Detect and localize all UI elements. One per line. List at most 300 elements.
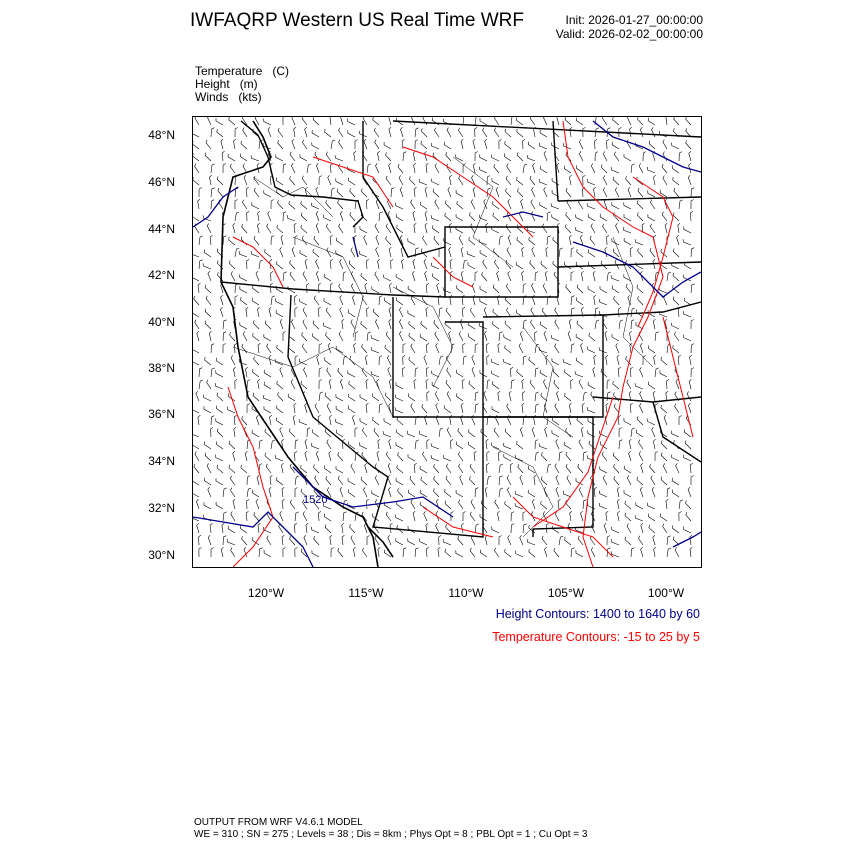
wind-barb: [648, 419, 656, 425]
wind-barb: [511, 512, 514, 521]
wind-barb: [690, 355, 692, 365]
wind-barb: [637, 417, 643, 426]
wind-barb: [439, 308, 442, 317]
wind-barb: [324, 298, 331, 305]
wind-barb: [641, 547, 643, 557]
wind-barb: [295, 476, 299, 485]
wind-barb: [456, 370, 463, 377]
wind-barb: [434, 476, 439, 485]
wind-barb: [289, 345, 295, 353]
wind-barb: [470, 476, 476, 485]
wind-barb: [223, 332, 226, 341]
wind-barb: [205, 153, 211, 161]
wind-barb: [243, 331, 247, 341]
wind-barb: [497, 511, 499, 521]
wind-barb: [593, 367, 595, 377]
wind-barb: [329, 451, 331, 461]
lat-label: 30°N: [148, 548, 175, 562]
wind-barb: [486, 223, 488, 233]
wind-barb: [654, 355, 656, 365]
wind-barb: [386, 152, 392, 161]
wind-barb: [216, 455, 224, 461]
wind-barb: [221, 547, 223, 557]
wind-barb: [486, 439, 488, 449]
wind-barb: [588, 250, 595, 258]
wind-barb: [254, 512, 259, 521]
wind-barb: [435, 391, 439, 401]
wind-barb: [269, 355, 271, 365]
wind-barb: [340, 487, 343, 497]
wind-barb: [604, 523, 607, 533]
footer-model: OUTPUT FROM WRF V4.6.1 MODEL: [194, 817, 363, 828]
wind-barb: [401, 127, 404, 137]
wind-barb: [471, 224, 475, 233]
wind-barb: [485, 331, 488, 341]
wind-barb: [326, 224, 331, 233]
wind-barb: [259, 440, 263, 449]
wind-barb: [211, 188, 215, 197]
wind-barb: [581, 343, 583, 353]
wind-barb: [504, 334, 511, 341]
wind-barb: [516, 551, 524, 557]
wind-barb: [617, 511, 619, 521]
wind-barb: [199, 188, 202, 198]
wind-barb: [439, 356, 443, 365]
wind-barb: [518, 464, 523, 473]
wind-barb: [653, 175, 655, 185]
wind-barb: [555, 320, 559, 329]
wind-barb: [473, 163, 475, 173]
wind-barb: [253, 320, 259, 329]
wind-barb: [650, 248, 655, 257]
wind-barb: [282, 499, 284, 509]
wind-barb: [280, 319, 283, 329]
wind-barb: [683, 311, 691, 317]
wind-barb: [295, 295, 297, 305]
wind-barb: [208, 487, 211, 497]
wind-barb: [253, 285, 259, 293]
wind-barb: [257, 475, 259, 485]
wind-barb: [396, 395, 404, 401]
wind-barb: [481, 429, 487, 437]
wind-barb: [386, 332, 391, 341]
wind-barb: [492, 406, 499, 413]
wind-barb: [291, 319, 295, 329]
wind-barb: [530, 176, 535, 185]
wind-barb: [205, 357, 211, 365]
wind-barb: [258, 343, 260, 353]
wind-barb: [475, 127, 478, 137]
wind-barb: [302, 332, 307, 341]
wind-barb: [691, 188, 694, 197]
wind-barb: [617, 487, 619, 497]
wind-barb: [445, 201, 451, 210]
wind-barb: [229, 237, 235, 245]
wind-barb: [651, 476, 655, 486]
wind-barb: [253, 333, 259, 341]
wind-barb: [208, 271, 211, 281]
wind-barb: [579, 440, 583, 450]
wind-barb: [558, 499, 560, 509]
wind-barb: [326, 308, 331, 317]
wind-barb: [624, 202, 631, 209]
wind-barb: [403, 344, 406, 354]
wind-barb: [403, 152, 406, 161]
wind-barb: [459, 464, 464, 473]
wind-barb: [497, 271, 499, 281]
wind-barb: [523, 356, 526, 365]
wind-barb: [413, 151, 415, 161]
wind-barb: [435, 332, 439, 341]
wind-barb: [375, 224, 379, 234]
wind-barb: [384, 418, 391, 425]
wind-barb: [624, 214, 631, 221]
height-contour-label: 1520: [303, 494, 328, 506]
wind-barb: [655, 368, 659, 377]
wind-barb: [239, 251, 247, 257]
wind-barb: [216, 478, 223, 485]
wind-barb: [583, 175, 586, 185]
wind-barb: [318, 283, 320, 293]
wind-barb: [528, 490, 535, 497]
wind-barb: [361, 477, 367, 485]
wind-barb: [616, 223, 620, 233]
wind-barb: [611, 527, 619, 533]
wind-barb: [678, 223, 680, 233]
wind-barb: [270, 283, 272, 293]
wind-barb: [544, 187, 547, 197]
wind-barb: [469, 212, 475, 221]
wind-barb: [443, 287, 451, 293]
wind-barb: [434, 320, 439, 329]
wind-barb: [683, 239, 691, 245]
wind-barb: [543, 379, 547, 389]
wind-barb: [629, 439, 631, 449]
wind-barb: [679, 512, 682, 522]
wind-barb: [439, 535, 442, 545]
wind-barb: [277, 225, 283, 233]
wind-barb: [456, 490, 463, 497]
wind-barb: [198, 199, 200, 209]
wind-barb: [366, 499, 368, 509]
wind-barb: [503, 359, 511, 365]
wind-barb: [331, 163, 334, 173]
wind-barb: [559, 452, 562, 461]
wind-barb: [330, 117, 332, 125]
wind-barb: [335, 419, 343, 425]
wind-barb: [233, 451, 235, 461]
wind-barb: [391, 259, 394, 269]
wind-barb: [639, 163, 643, 173]
wind-barb: [216, 370, 223, 377]
wind-barb: [445, 549, 451, 557]
wind-barb: [325, 393, 331, 401]
wind-barb: [613, 381, 619, 389]
wind-barb: [385, 392, 391, 401]
wind-barb: [446, 476, 451, 485]
wind-barb: [313, 321, 319, 329]
wind-barb: [470, 512, 475, 521]
wind-barb: [303, 511, 307, 521]
wind-barb: [193, 346, 199, 353]
wind-barb: [290, 500, 295, 509]
wind-barb: [338, 164, 343, 173]
wind-barb: [278, 140, 283, 149]
wind-barb: [199, 380, 203, 389]
wind-barb: [666, 391, 668, 401]
wind-barb: [375, 272, 379, 282]
wind-barb: [649, 345, 656, 353]
wind-barb: [221, 295, 223, 305]
wind-barb: [527, 155, 535, 161]
wind-barb: [563, 359, 571, 365]
variable-height: Height (m): [195, 77, 258, 91]
wind-barb: [278, 128, 283, 137]
wind-barb: [520, 427, 523, 437]
wind-barb: [648, 382, 655, 389]
wind-barb: [265, 321, 271, 329]
wind-barb: [264, 190, 271, 197]
wind-barb: [336, 250, 343, 257]
wind-barb: [389, 127, 391, 137]
wind-barb: [439, 428, 443, 437]
wind-barb: [365, 463, 367, 473]
wind-barb: [539, 443, 547, 449]
wind-barb: [294, 223, 296, 233]
wind-barb: [613, 453, 619, 462]
wind-barb: [330, 259, 333, 269]
wind-barb: [535, 392, 539, 401]
wind-barb: [576, 297, 583, 305]
wind-barb: [678, 307, 680, 317]
wind-barb: [493, 381, 500, 389]
wind-barb: [614, 476, 619, 485]
wind-barb: [447, 128, 451, 138]
wind-barb: [535, 272, 538, 281]
wind-barb: [397, 501, 403, 509]
wind-barb: [315, 152, 319, 161]
wind-barb: [277, 477, 283, 485]
wind-barb: [395, 203, 403, 209]
wind-barb: [612, 202, 619, 209]
wind-barb: [325, 525, 331, 534]
wind-barb: [415, 368, 418, 377]
wind-barb: [431, 263, 439, 269]
wind-barb: [421, 477, 427, 485]
wind-barb: [527, 539, 535, 545]
wind-barb: [539, 143, 547, 149]
wind-barb: [557, 391, 560, 401]
wind-barb: [675, 547, 679, 557]
wind-barb: [223, 164, 226, 174]
wind-barb: [492, 178, 499, 185]
wind-barb: [480, 154, 487, 161]
wind-barb: [242, 416, 247, 425]
wind-barb: [319, 176, 322, 185]
wind-barb: [630, 403, 632, 413]
wind-barb: [276, 178, 283, 186]
wind-barb: [426, 379, 428, 389]
wind-barb: [553, 369, 559, 377]
wind-barb: [566, 152, 571, 161]
wind-barb: [231, 488, 236, 497]
wind-barb: [565, 369, 571, 377]
variables-list: [195, 65, 289, 104]
wind-barb: [253, 537, 260, 545]
wind-barb: [624, 490, 631, 497]
wind-barb: [313, 333, 320, 341]
wind-barb: [268, 211, 271, 221]
wind-barb: [247, 211, 250, 221]
wind-barb: [420, 466, 427, 473]
wind-barb: [504, 153, 511, 161]
wind-barb: [424, 151, 427, 161]
wind-barb: [411, 500, 415, 510]
wind-barb: [266, 464, 271, 473]
wind-barb: [689, 379, 691, 389]
wind-barb: [532, 499, 535, 509]
wind-barb: [211, 344, 214, 353]
wind-barb: [217, 393, 223, 401]
wind-barb: [304, 535, 307, 545]
wind-barbs: [193, 117, 695, 557]
wind-barb: [377, 451, 379, 461]
wind-barb: [607, 536, 610, 545]
wind-barb: [487, 380, 490, 389]
wind-barb: [361, 321, 367, 329]
wind-barb: [271, 440, 275, 449]
wind-barb: [388, 535, 391, 545]
wind-barb: [643, 356, 646, 366]
wind-barb: [545, 427, 547, 437]
time-info: [556, 13, 703, 41]
wind-barb: [623, 227, 631, 233]
wind-barb: [407, 431, 415, 437]
wind-barb: [375, 319, 379, 329]
wind-barb: [314, 296, 319, 305]
wind-barb: [397, 225, 403, 233]
wind-barb: [283, 332, 286, 342]
wind-barb: [564, 442, 571, 449]
wind-barb: [216, 502, 223, 509]
wind-barb: [679, 416, 682, 426]
wind-barb: [302, 176, 307, 185]
wind-barb: [498, 451, 501, 461]
init-time: Init: 2026-01-27_00:00:00: [565, 13, 703, 27]
wind-barb: [613, 177, 619, 185]
wind-barb: [495, 500, 499, 509]
wind-barb: [305, 403, 307, 413]
wind-barb: [386, 512, 391, 521]
wind-barb: [559, 536, 563, 545]
wind-barb: [282, 487, 284, 497]
wind-barb: [422, 404, 427, 413]
wind-barb: [652, 427, 655, 437]
wind-barb: [673, 345, 679, 353]
wind-barb: [483, 128, 488, 137]
wind-barb: [508, 235, 511, 245]
wind-barb: [619, 320, 623, 329]
wind-barb: [654, 547, 656, 557]
wind-barb: [197, 523, 199, 533]
wind-barb: [463, 260, 467, 269]
wind-barb: [196, 499, 199, 509]
variable-temperature: Temperature (C): [195, 64, 290, 78]
valid-time: Valid: 2026-02-02_00:00:00: [555, 27, 703, 41]
wind-barb: [193, 310, 199, 317]
wind-barb: [217, 441, 224, 449]
wind-barb: [254, 356, 259, 365]
wind-barb: [243, 164, 247, 174]
wind-barb: [205, 309, 211, 317]
wind-barb: [436, 403, 439, 413]
wind-barb: [460, 319, 463, 329]
wind-barb: [617, 499, 619, 509]
wind-barb: [240, 322, 247, 329]
wind-barb: [473, 187, 475, 197]
wind-barb: [371, 347, 379, 353]
wind-barb: [435, 164, 439, 174]
lat-label: 46°N: [148, 175, 175, 189]
wind-barb: [637, 285, 643, 293]
wind-barb: [258, 307, 260, 317]
wind-barb: [431, 215, 439, 221]
wind-barb: [499, 140, 502, 150]
wind-barb: [331, 140, 335, 149]
wind-barb: [265, 453, 271, 461]
wind-barb: [355, 140, 358, 150]
wind-barb: [688, 487, 691, 497]
wind-barb: [276, 418, 283, 425]
wind-barb: [691, 248, 694, 257]
wind-barb: [540, 130, 547, 137]
wind-barb: [373, 393, 380, 401]
wind-barb: [522, 403, 524, 413]
wind-barb: [531, 200, 535, 210]
wind-barb: [396, 382, 403, 389]
wind-barb: [339, 224, 343, 233]
wind-barb: [193, 177, 199, 185]
wind-barb: [470, 548, 475, 557]
wind-barb: [493, 309, 499, 317]
wind-barb: [674, 332, 679, 341]
wind-barb: [493, 213, 499, 221]
wind-barb: [599, 503, 607, 509]
wind-barb: [443, 539, 451, 545]
wind-barb: [498, 391, 500, 401]
wind-barb: [204, 250, 211, 258]
wind-barb: [295, 236, 298, 246]
wind-barb: [350, 188, 355, 197]
wind-barb: [630, 367, 632, 377]
wind-barb: [235, 296, 238, 306]
wind-barb: [438, 547, 440, 557]
wind-barb: [303, 272, 307, 282]
wind-barb: [456, 442, 463, 450]
wind-barb: [396, 214, 403, 221]
wind-barb: [389, 307, 391, 317]
wind-barb: [469, 237, 475, 245]
wind-barb: [672, 166, 679, 174]
wind-barb: [479, 167, 487, 173]
wind-barb: [305, 127, 307, 137]
wind-barb: [565, 117, 571, 125]
wind-barb: [319, 392, 323, 401]
wind-barb: [689, 151, 691, 161]
wind-barb: [211, 164, 215, 173]
state-boundaries: [221, 121, 701, 537]
wind-barb: [277, 405, 283, 413]
